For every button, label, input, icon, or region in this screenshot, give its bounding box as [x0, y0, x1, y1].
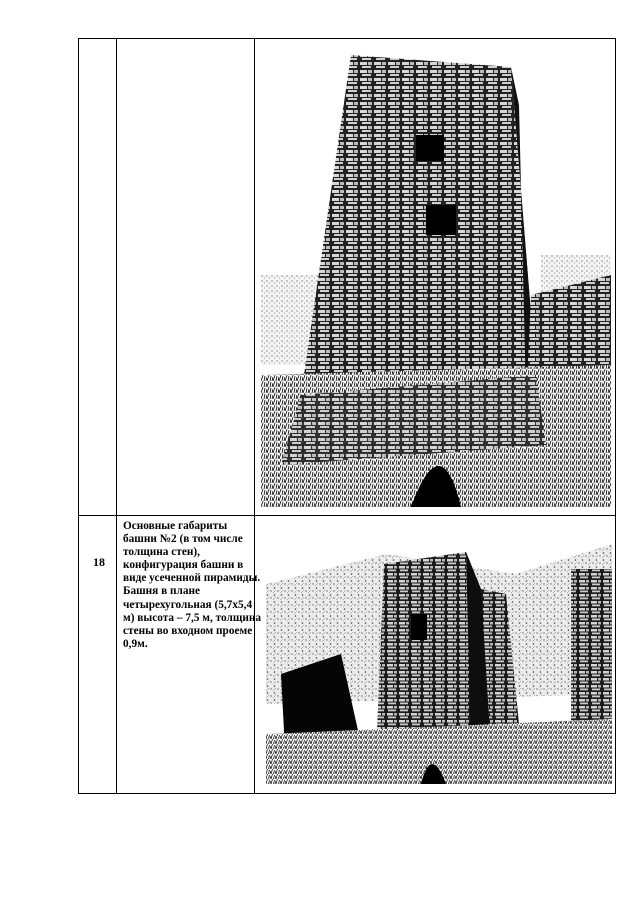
ruined-tower-photo-icon	[266, 544, 612, 784]
description-paragraph: Основные габариты башни №2 (в том числе толщина стен), конфигурация башни в виде усеченной пирамиды.	[123, 520, 261, 585]
tower-photo-1	[261, 45, 611, 507]
row-divider	[79, 515, 615, 516]
description-paragraph: Башня в плане четырехугольная (5,7х5,4 м) высота – 7,5 м, толщина стены во входном проеме 0,9м.	[123, 585, 262, 650]
stone-tower-photo-icon	[261, 45, 611, 507]
column-divider	[254, 39, 255, 793]
document-table	[78, 38, 616, 794]
row-number: 18	[93, 555, 105, 569]
column-divider	[116, 39, 117, 793]
row-description	[123, 520, 263, 651]
tower-photo-2	[266, 544, 612, 784]
